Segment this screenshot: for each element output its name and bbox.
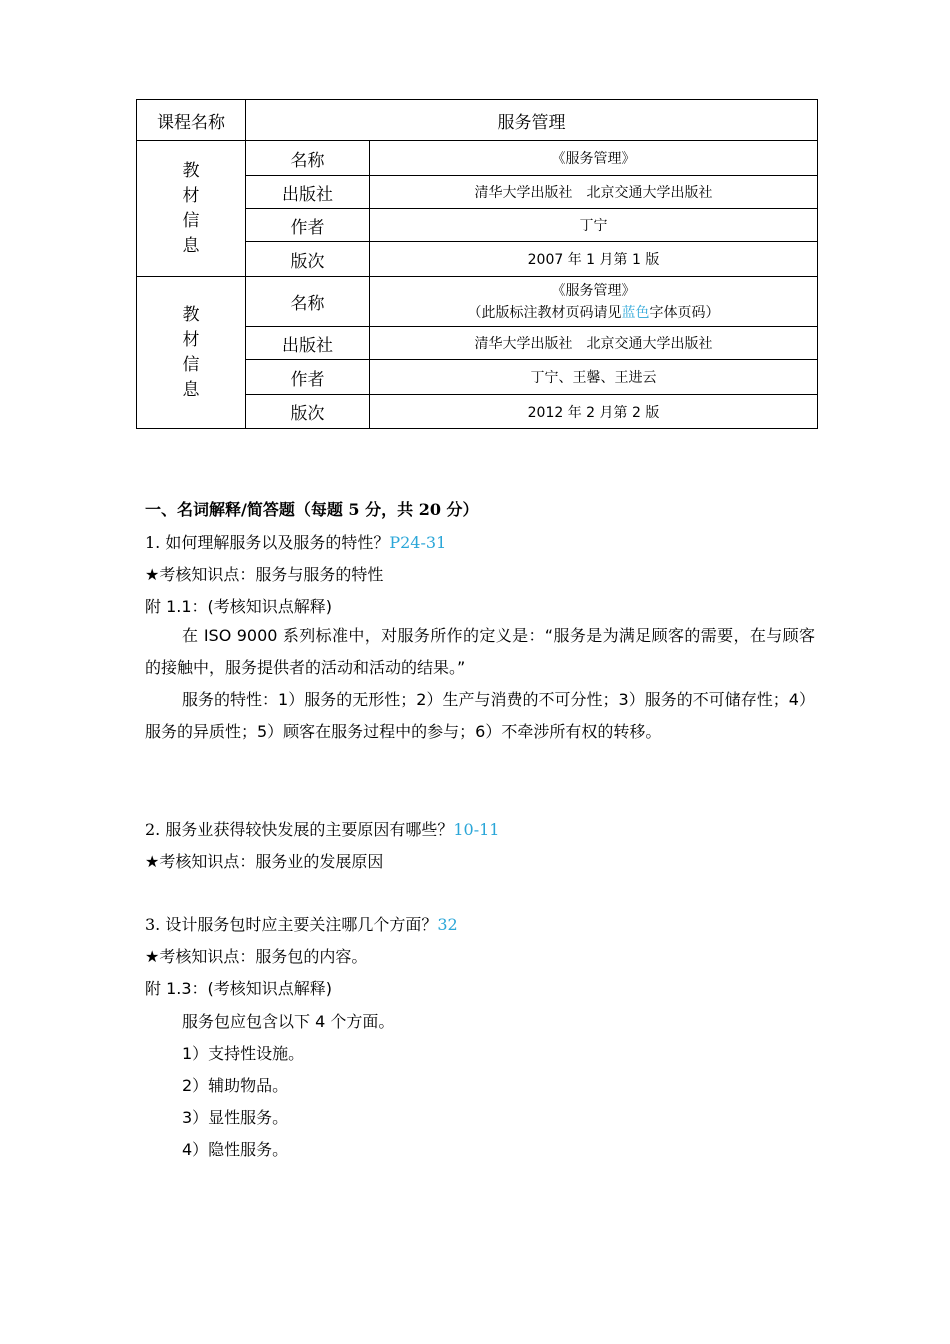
q2-knowledge-point: ★考核知识点：服务业的发展原因 <box>145 852 384 871</box>
book1-name-value: 《服务管理》 <box>370 141 818 176</box>
book1-publisher-label: 出版社 <box>246 176 370 209</box>
q1-question-text: 1. 如何理解服务以及服务的特性？ <box>145 533 390 552</box>
group-label-text: 教 材 信 息 <box>182 304 200 400</box>
q1-definition-paragraph: 在 ISO 9000 系列标准中，对服务所作的定义是：“服务是为满足顾客的需要，在与顾客的接触中，服务提供者的活动和活动的结果。” <box>145 626 815 677</box>
q1-question <box>145 530 446 553</box>
textbook-info-label-2 <box>137 277 246 429</box>
section-title: 一、名词解释/简答题（每题 5 分，共 20 分） <box>145 500 479 519</box>
book2-author-label: 作者 <box>246 360 370 395</box>
book2-publisher-value: 清华大学出版社 北京交通大学出版社 <box>370 327 818 360</box>
q3-item: 4）隐性服务。 <box>182 1140 289 1159</box>
q3-page-ref: 32 <box>437 915 458 934</box>
course-name-label: 课程名称 <box>137 100 246 141</box>
book2-edition-value: 2012 年 2 月第 2 版 <box>370 395 818 429</box>
book1-edition-label: 版次 <box>246 242 370 277</box>
course-name-value: 服务管理 <box>246 100 818 141</box>
book2-edition-label: 版次 <box>246 395 370 429</box>
q3-item: 1）支持性设施。 <box>182 1044 305 1063</box>
q3-knowledge-point: ★考核知识点：服务包的内容。 <box>145 947 368 966</box>
q1-appendix-heading: 附 1.1：(考核知识点解释) <box>145 597 333 616</box>
q1-knowledge-point: ★考核知识点：服务与服务的特性 <box>145 565 384 584</box>
q2-question-text: 2. 服务业获得较快发展的主要原因有哪些？ <box>145 820 454 839</box>
q2-question <box>145 817 499 840</box>
note-blue-text: 蓝色 <box>621 304 650 321</box>
course-info-table <box>136 99 818 429</box>
book1-author-value: 丁宁 <box>370 209 818 242</box>
q1-characteristics-paragraph: 服务的特性：1）服务的无形性；2）生产与消费的不可分性；3）服务的不可储存性；4）服务的异质性；5）顾客在服务过程中的参与；6）不牵涉所有权的转移。 <box>145 690 815 741</box>
book2-author-value: 丁宁、王馨、王进云 <box>370 360 818 395</box>
book2-name-value: 《服务管理》 <box>551 282 636 299</box>
q3-intro: 服务包应包含以下 4 个方面。 <box>182 1012 395 1031</box>
q3-question <box>145 912 458 935</box>
q3-appendix-heading: 附 1.3：(考核知识点解释) <box>145 979 333 998</box>
textbook-info-label-1 <box>137 141 246 277</box>
book1-name-label: 名称 <box>246 141 370 176</box>
group-label-text: 教 材 信 息 <box>182 160 200 256</box>
book1-publisher-value: 清华大学出版社 北京交通大学出版社 <box>370 176 818 209</box>
book1-author-label: 作者 <box>246 209 370 242</box>
note-text: （此版标注教材页码请见 <box>467 304 622 321</box>
book2-name-note <box>370 302 817 324</box>
book1-edition-value: 2007 年 1 月第 1 版 <box>370 242 818 277</box>
q1-page-ref: P24-31 <box>389 533 447 552</box>
book2-publisher-label: 出版社 <box>246 327 370 360</box>
q2-page-ref: 10-11 <box>453 820 500 839</box>
q3-item: 3）显性服务。 <box>182 1108 289 1127</box>
q3-question-text: 3. 设计服务包时应主要关注哪几个方面？ <box>145 915 438 934</box>
book2-name-cell <box>370 277 818 327</box>
book2-name-label: 名称 <box>246 277 370 327</box>
note-text-end: 字体页码） <box>649 304 720 321</box>
q3-item: 2）辅助物品。 <box>182 1076 289 1095</box>
